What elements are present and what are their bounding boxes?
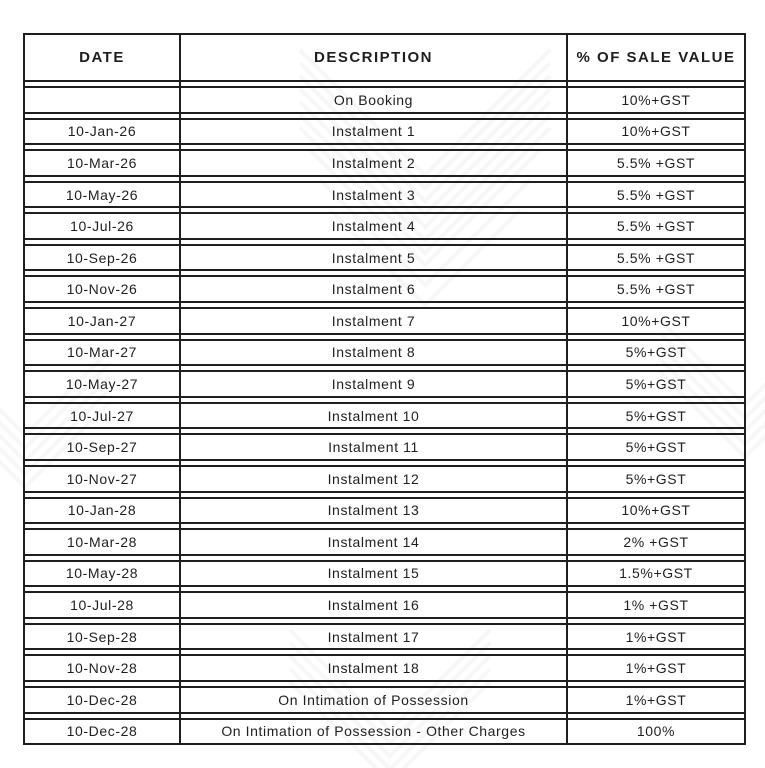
value-cell: 5.5% +GST <box>616 186 696 203</box>
row-separator <box>25 301 744 309</box>
date-cell: 10-May-27 <box>65 375 139 392</box>
row-separator <box>25 333 744 341</box>
description-cell: Instalment 10 <box>327 407 420 424</box>
description-cell: Instalment 11 <box>328 439 419 456</box>
table-row <box>25 372 744 396</box>
table-row <box>25 688 744 712</box>
table-row <box>25 435 744 459</box>
header-cell-date: DATE <box>79 49 125 66</box>
description-cell: Instalment 14 <box>327 533 420 550</box>
header-cell-description: DESCRIPTION <box>313 49 433 66</box>
row-separator <box>25 269 744 277</box>
row-separator <box>25 712 744 720</box>
date-cell: 10-Jan-26 <box>67 123 137 140</box>
description-cell: Instalment 5 <box>331 249 416 266</box>
payment-schedule-table <box>23 33 746 745</box>
row-separator <box>25 585 744 593</box>
table-header-row <box>25 35 744 80</box>
value-cell: 5%+GST <box>625 344 687 361</box>
description-cell: Instalment 17 <box>327 628 420 645</box>
row-separator <box>25 680 744 688</box>
date-cell: 10-Mar-28 <box>67 533 137 550</box>
table-row <box>25 562 744 586</box>
table-row <box>25 656 744 680</box>
column-divider-description-value <box>566 35 568 743</box>
table-row <box>25 593 744 617</box>
description-cell: Instalment 9 <box>331 375 416 392</box>
description-cell: Instalment 1 <box>331 123 416 140</box>
value-cell: 5%+GST <box>625 439 687 456</box>
description-cell: Instalment 13 <box>327 502 420 519</box>
date-cell: 10-Mar-26 <box>67 154 137 171</box>
value-cell: 1% +GST <box>623 597 689 614</box>
description-cell: Instalment 15 <box>327 565 420 582</box>
table-row <box>25 499 744 523</box>
value-cell: 1.5%+GST <box>619 565 693 582</box>
description-cell: Instalment 16 <box>327 597 420 614</box>
table-row <box>25 467 744 491</box>
description-cell: Instalment 2 <box>331 154 416 171</box>
description-cell: Instalment 8 <box>331 344 416 361</box>
value-cell: 2% +GST <box>623 533 689 550</box>
description-cell: Instalment 6 <box>331 281 416 298</box>
row-separator <box>25 364 744 372</box>
table-row <box>25 625 744 649</box>
description-cell: Instalment 18 <box>327 660 420 677</box>
row-separator <box>25 396 744 404</box>
value-cell: 5%+GST <box>625 375 687 392</box>
table-row <box>25 246 744 270</box>
value-cell: 5.5% +GST <box>616 249 696 266</box>
row-separator <box>25 112 744 120</box>
date-cell: 10-Nov-28 <box>66 660 138 677</box>
date-cell: 10-May-26 <box>65 186 139 203</box>
description-cell: Instalment 4 <box>331 218 416 235</box>
description-cell: On Intimation of Possession - Other Charges <box>221 723 526 740</box>
value-cell: 5%+GST <box>625 470 687 487</box>
table-row <box>25 404 744 428</box>
date-cell: 10-Jul-27 <box>70 407 134 424</box>
row-separator <box>25 206 744 214</box>
table-row <box>25 309 744 333</box>
date-cell: 10-Nov-26 <box>66 281 138 298</box>
value-cell: 10%+GST <box>621 123 691 140</box>
date-cell: 10-Dec-28 <box>66 723 138 740</box>
row-separator <box>25 554 744 562</box>
row-separator <box>25 459 744 467</box>
table-row <box>25 277 744 301</box>
date-cell: 10-Jan-27 <box>67 312 137 329</box>
table-row <box>25 120 744 144</box>
description-cell: Instalment 12 <box>327 470 420 487</box>
date-cell: 10-Nov-27 <box>66 470 138 487</box>
column-divider-date-description <box>179 35 181 743</box>
value-cell: 100% <box>636 723 676 740</box>
row-separator <box>25 617 744 625</box>
description-cell: Instalment 3 <box>331 186 416 203</box>
value-cell: 5.5% +GST <box>616 218 696 235</box>
date-cell: 10-Jan-28 <box>67 502 137 519</box>
date-cell: 10-Sep-27 <box>66 439 138 456</box>
row-separator <box>25 80 744 88</box>
date-cell: 10-May-28 <box>65 565 139 582</box>
table-row <box>25 151 744 175</box>
value-cell: 5.5% +GST <box>616 281 696 298</box>
value-cell: 1%+GST <box>625 660 687 677</box>
description-cell: On Booking <box>333 91 414 108</box>
row-separator <box>25 648 744 656</box>
row-separator <box>25 491 744 499</box>
date-cell <box>25 88 179 112</box>
value-cell: 10%+GST <box>621 91 691 108</box>
row-separator <box>25 175 744 183</box>
date-cell: 10-Mar-27 <box>67 344 137 361</box>
value-cell: 1%+GST <box>625 691 687 708</box>
date-cell: 10-Dec-28 <box>66 691 138 708</box>
row-separator <box>25 522 744 530</box>
value-cell: 5.5% +GST <box>616 154 696 171</box>
description-cell: Instalment 7 <box>331 312 416 329</box>
table-row <box>25 720 744 744</box>
row-separator <box>25 143 744 151</box>
description-cell: On Intimation of Possession <box>278 691 469 708</box>
date-cell: 10-Sep-26 <box>66 249 138 266</box>
table-row <box>25 214 744 238</box>
date-cell: 10-Sep-28 <box>66 628 138 645</box>
date-cell: 10-Jul-26 <box>70 218 134 235</box>
table-row <box>25 530 744 554</box>
value-cell: 5%+GST <box>625 407 687 424</box>
date-cell: 10-Jul-28 <box>70 597 134 614</box>
table-row <box>25 341 744 365</box>
table-row <box>25 88 744 112</box>
value-cell: 10%+GST <box>621 312 691 329</box>
value-cell: 1%+GST <box>625 628 687 645</box>
header-cell-sale-value: % OF SALE VALUE <box>576 49 736 66</box>
row-separator <box>25 427 744 435</box>
value-cell: 10%+GST <box>621 502 691 519</box>
table-row <box>25 183 744 207</box>
row-separator <box>25 238 744 246</box>
